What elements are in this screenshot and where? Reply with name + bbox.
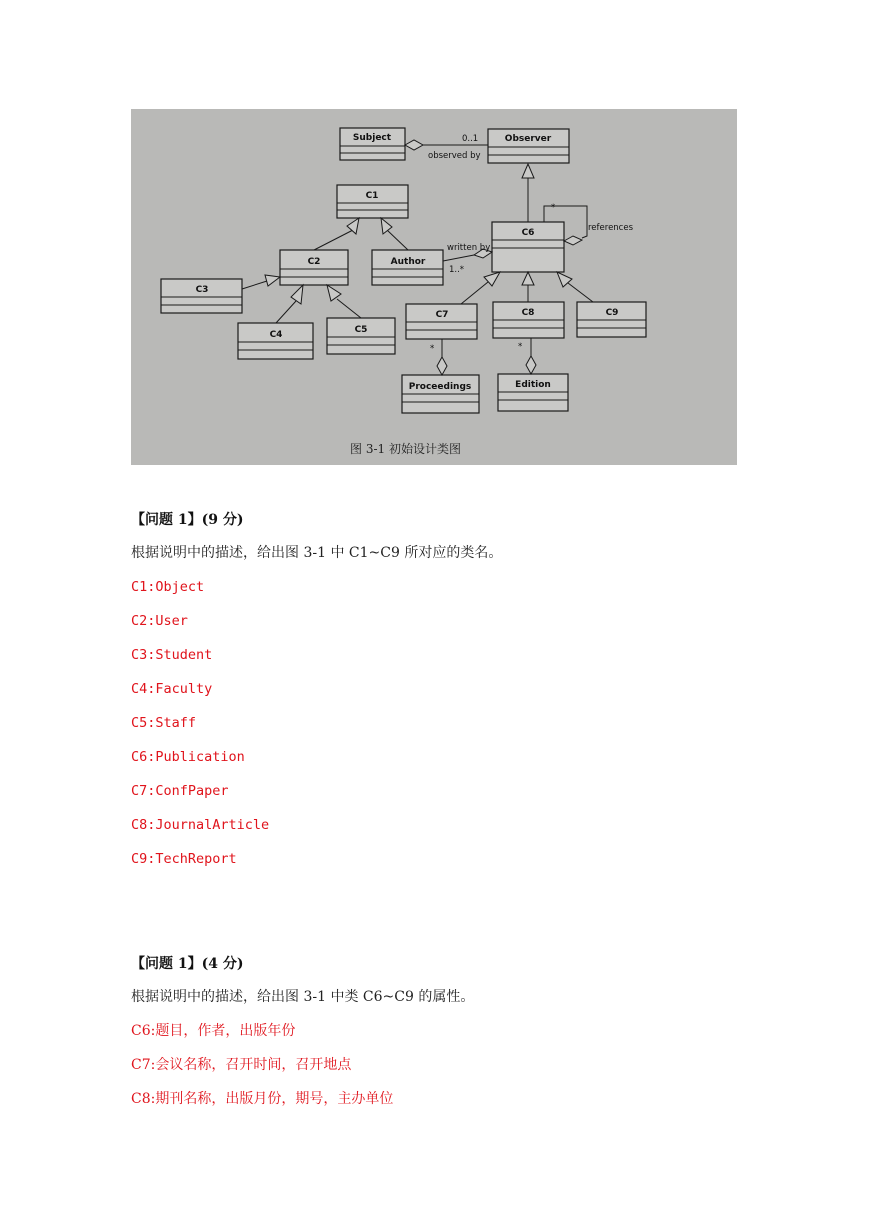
class-c2 — [280, 250, 348, 285]
answer-c3: C3:Student — [131, 647, 213, 663]
class-c3 — [161, 279, 242, 313]
question-2-heading: 【问题 1】(4 分) — [131, 956, 244, 972]
class-c5 — [327, 318, 395, 354]
class-c4 — [238, 323, 313, 359]
answer-c8-attributes: C8:期刊名称，出版月份，期号，主办单位 — [131, 1091, 394, 1107]
class-observer-name: Observer — [504, 134, 552, 144]
question-1-heading: 【问题 1】(9 分) — [131, 512, 244, 528]
label-written-by: written by — [447, 243, 491, 253]
answer-c4: C4:Faculty — [131, 681, 213, 697]
answer-c1: C1:Object — [131, 579, 205, 595]
class-subject — [340, 128, 405, 160]
answer-c5: C5:Staff — [131, 715, 197, 731]
class-c7 — [406, 304, 477, 339]
class-c1-name: C1 — [365, 191, 379, 201]
class-c3-name: C3 — [195, 285, 209, 295]
class-c7-name: C7 — [435, 310, 449, 320]
question-2-section — [131, 954, 474, 1109]
class-c6 — [492, 222, 564, 272]
inheritance-c1 — [314, 218, 408, 250]
class-c1 — [337, 185, 408, 218]
star-references: * — [551, 203, 556, 213]
class-proceedings-name: Proceedings — [408, 382, 472, 392]
class-c9-name: C9 — [605, 308, 619, 318]
question-1-section — [131, 510, 502, 869]
class-proceedings — [402, 375, 479, 413]
class-author-name: Author — [390, 257, 426, 267]
class-c8 — [493, 302, 564, 338]
star-c7: * — [430, 344, 435, 354]
association-observed-by — [405, 134, 488, 161]
aggregation-proceedings — [430, 339, 447, 375]
answer-c7-attributes: C7:会议名称，召开时间，召开地点 — [131, 1057, 352, 1073]
figure-caption: 图 3-1 初始设计类图 — [350, 442, 461, 456]
class-c5-name: C5 — [354, 325, 368, 335]
aggregation-edition — [518, 338, 536, 374]
class-author — [372, 250, 443, 285]
class-c9 — [577, 302, 646, 337]
class-subject-name: Subject — [352, 133, 392, 143]
mult-0-1: 0..1 — [462, 134, 479, 144]
association-written-by — [443, 243, 492, 275]
class-c8-name: C8 — [521, 308, 535, 318]
class-observer — [488, 129, 569, 163]
class-edition-name: Edition — [515, 380, 551, 390]
answer-c8: C8:JournalArticle — [131, 817, 270, 833]
mult-1-many: 1..* — [449, 265, 465, 275]
class-c6-name: C6 — [521, 228, 535, 238]
inheritance-c6 — [461, 272, 593, 304]
label-observed-by: observed by — [428, 151, 481, 161]
answer-c7: C7:ConfPaper — [131, 783, 229, 799]
question-2-prompt: 根据说明中的描述，给出图 3-1 中类 C6~C9 的属性。 — [131, 989, 475, 1005]
answer-c6: C6:Publication — [131, 749, 245, 765]
label-references: references — [588, 223, 634, 233]
class-edition — [498, 374, 568, 411]
star-c8: * — [518, 342, 523, 352]
answer-c2: C2:User — [131, 613, 188, 629]
class-c4-name: C4 — [269, 330, 283, 340]
answer-c9: C9:TechReport — [131, 851, 237, 867]
question-1-prompt: 根据说明中的描述，给出图 3-1 中 C1~C9 所对应的类名。 — [131, 545, 503, 561]
class-diagram — [131, 109, 737, 465]
class-diagram-figure — [131, 109, 737, 465]
inheritance-observer — [522, 164, 534, 222]
class-c2-name: C2 — [307, 257, 321, 267]
answer-c6-attributes: C6:题目，作者，出版年份 — [131, 1023, 296, 1039]
